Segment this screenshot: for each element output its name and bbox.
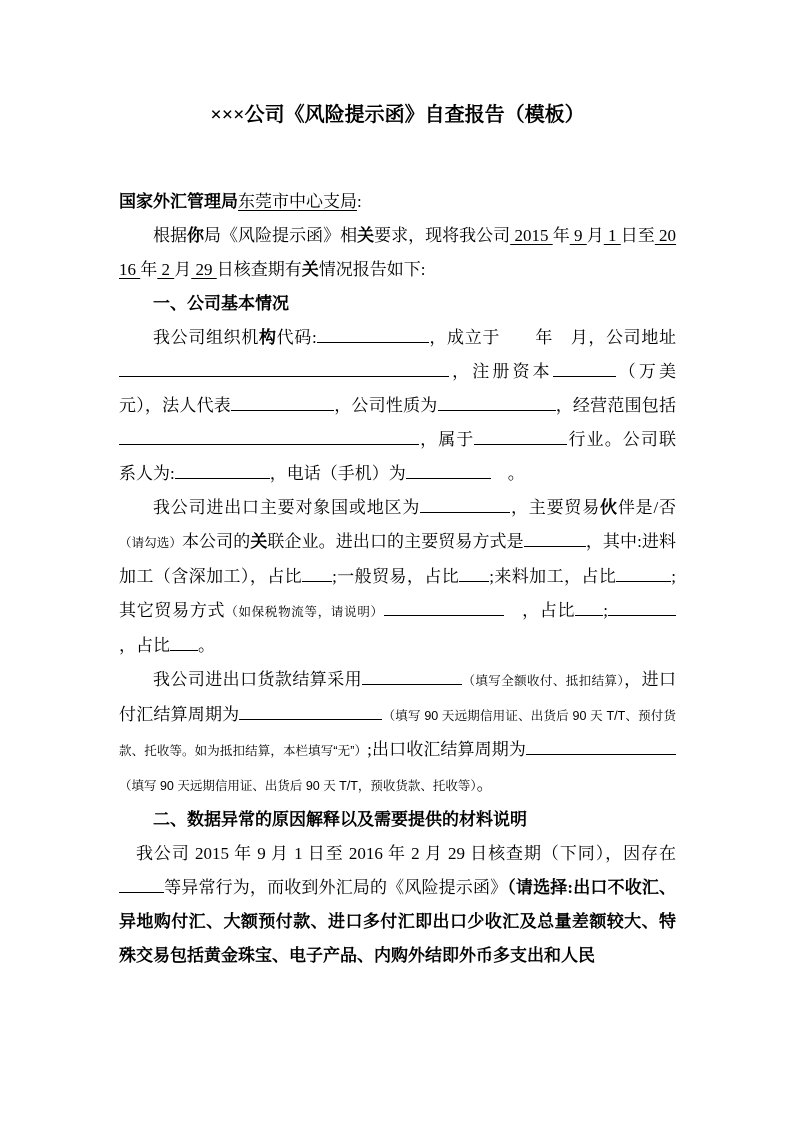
text-run: ，占比 [503, 601, 576, 620]
text-run: 2016 [119, 226, 677, 279]
text-run: ，经营范围包括 [555, 396, 676, 415]
anomaly-explanation [119, 837, 676, 973]
text-run: 联企业。进出口的主要贸易方式是 [267, 532, 524, 551]
text-run: 我公司进出口主要对象国或地区为 [153, 498, 421, 517]
text-run: ;其它贸易方式 [119, 567, 676, 620]
salutation [119, 185, 676, 219]
blank-field[interactable] [119, 428, 419, 445]
text-run: 行业。公司联系人为: [119, 430, 677, 483]
text-run: （请选择:出口不收汇、异地购付汇、大额预付款、进口多付汇即出口少收汇及总量差额较大、特殊交易包括黄金珠宝、电子产品、内购外结即外币多支出和人民 [119, 878, 676, 965]
text-run: 月 [586, 226, 604, 245]
trade-info [119, 491, 676, 663]
text-run: 等异常行为，而收到外汇局的《风险提示函》 [164, 878, 508, 897]
settlement-info [119, 663, 676, 803]
blank-field[interactable] [239, 703, 382, 720]
text-run: 29 [191, 260, 217, 279]
text-run: 伴是/否 [617, 498, 677, 517]
text-run: ;一般贸易，占比 [332, 567, 460, 586]
text-run: 。 [198, 636, 215, 655]
text-run: ，公司性质为 [334, 396, 438, 415]
blank-field[interactable] [608, 599, 676, 616]
text-run: 代码: [276, 328, 317, 347]
blank-field[interactable] [119, 360, 449, 377]
text-run: （填写 90 天远期信用证、出货后 90 天 T/T，预收货款、托收等） [119, 779, 477, 793]
blank-field[interactable] [384, 599, 504, 616]
text-run: 一、公司基本情况 [153, 294, 289, 313]
document-title: ×××公司《风险提示函》自查报告（模板） [210, 104, 585, 126]
text-run: 2015 [510, 226, 553, 245]
blank-field[interactable] [420, 496, 510, 513]
text-run: 构 [258, 328, 277, 347]
text-run: 根据 [153, 226, 188, 245]
text-run: 9 [569, 226, 587, 245]
blank-field[interactable] [474, 428, 567, 445]
text-run: 日至 [620, 226, 655, 245]
text-run: 我公司组织机 [153, 328, 259, 347]
text-run: 1 [603, 226, 621, 245]
text-run: 关 [357, 226, 375, 245]
text-run: : [357, 192, 362, 211]
text-run: 情况报告如下: [318, 260, 426, 279]
text-run: 关 [250, 532, 268, 551]
intro [119, 219, 676, 287]
company-basic-info [119, 321, 676, 491]
blank-field[interactable] [553, 360, 616, 377]
text-run: 要求，现将我公司 [374, 226, 511, 245]
text-run: 年 [140, 260, 158, 279]
text-run: ，其中:进料加工（含深加工），占比 [119, 532, 677, 586]
text-run: 。 [476, 775, 494, 794]
text-run: 。 [490, 464, 525, 483]
text-run: ，注册资本 [449, 362, 553, 381]
blank-field[interactable] [119, 876, 164, 893]
blank-field[interactable] [526, 738, 676, 755]
text-run: （如保税物流等，请说明） [225, 605, 384, 619]
text-run: 二、数据异常的原因解释以及需要提供的材料说明 [153, 810, 527, 829]
section-1-heading [119, 287, 676, 321]
text-run: （填写 90 天远期信用证、出货后 90 天 T/T、预付货款、托收等。如为抵扣结算，本栏填写“无”） [119, 709, 676, 758]
section-2-heading [119, 803, 676, 837]
text-run: 年 [552, 226, 570, 245]
text-run: （请勾选） [119, 536, 182, 550]
blank-field[interactable] [317, 326, 429, 343]
text-run: 我公司 2015 年 9 月 1 日至 2016 年 2 月 29 日核查期（下同），因存在 [136, 844, 676, 863]
blank-field[interactable] [575, 599, 603, 616]
text-run: 伙 [600, 498, 618, 517]
blank-field[interactable] [524, 530, 586, 547]
blank-field[interactable] [438, 394, 556, 411]
text-run: 国家外汇管理局 [119, 192, 238, 211]
text-run: ;出口收汇结算周期为 [367, 740, 526, 759]
text-run: ，进口付汇结算周期为 [119, 670, 676, 724]
blank-field[interactable] [406, 462, 491, 479]
text-run: ，电话（手机）为 [269, 464, 406, 483]
text-run: 2 [157, 260, 175, 279]
text-run: （填写全额收付、抵扣结算） [462, 674, 625, 688]
text-run: ，属于 [419, 430, 475, 449]
blank-field[interactable] [170, 634, 198, 651]
text-run: 我公司进出口货款结算采用 [153, 670, 363, 689]
blank-field[interactable] [302, 565, 332, 582]
text-run: ，占比 [119, 636, 170, 655]
text-run: 月 [174, 260, 192, 279]
blank-field[interactable] [231, 394, 334, 411]
text-run: 你 [187, 226, 205, 245]
text-run: 关 [301, 260, 319, 279]
blank-field[interactable] [459, 565, 489, 582]
document-body [119, 185, 676, 973]
text-run: ;来料加工，占比 [489, 567, 617, 586]
text-run: ; [603, 601, 609, 620]
blank-field[interactable] [616, 565, 671, 582]
text-run: 本公司的 [181, 532, 251, 551]
text-run: 日核查期有 [216, 260, 302, 279]
blank-field[interactable] [175, 462, 270, 479]
blank-field[interactable] [362, 668, 462, 685]
text-run: ，主要贸易 [510, 498, 601, 517]
text-run: ，成立于 年 月，公司地址 [428, 328, 677, 347]
text-run: 东莞市中心支局 [238, 192, 357, 211]
text-run: 局《风险提示函》相 [204, 226, 358, 245]
text-run: （万美元），法人代表 [119, 362, 677, 415]
